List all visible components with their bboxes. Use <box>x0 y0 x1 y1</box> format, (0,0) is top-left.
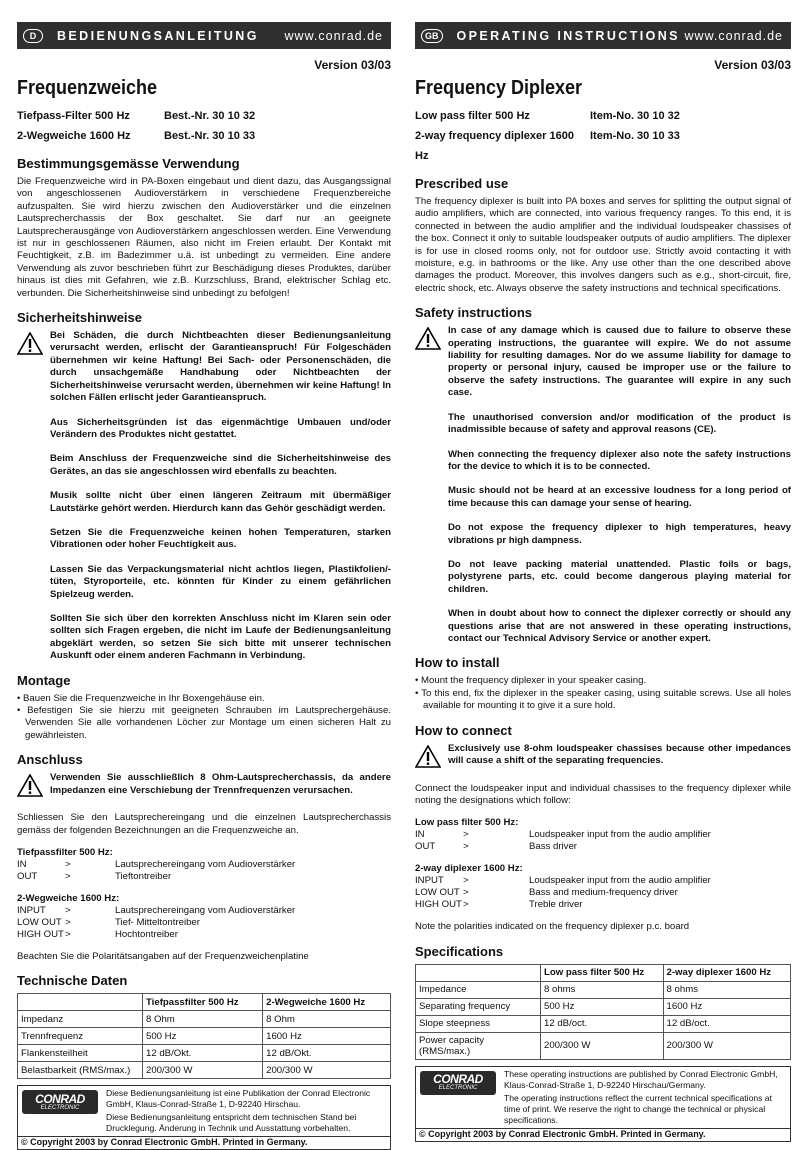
pin-row <box>17 905 391 917</box>
product-name: 2-way frequency diplexer 1600 Hz <box>415 130 574 162</box>
table-cell: Impedance <box>416 981 541 998</box>
logo-text: CONRAD <box>433 1072 483 1087</box>
safety-item: Music should not be heard at an excessive loudness for a long period of time because this can damage your sense of hearing. <box>448 485 791 509</box>
table-row <box>18 1062 391 1079</box>
spec-table <box>415 964 791 1060</box>
connect-warning <box>17 772 391 802</box>
spec-row <box>415 126 791 166</box>
section-text: The frequency diplexer is built into PA boxes and serves for splitting the output signal of audio amplifiers, which are connected, into various frequency ranges. To this end, it is connected in between the audio amplifier and the individual loudspeaker chassises of the box. Connect it only to suitable loudspeaker outputs of audio amplifiers. The diplexer is for use in closed rooms only, not for outdoor use. Strictly avoid contacting it with moisture, e.g. in bathrooms or the like. Any use other than the one described above damages the product. Moreover, this involves dangers such as e.g., short-circuit, fire, electric shock, etc. Always observe the safety instructions and technical specifications. <box>415 196 791 294</box>
pin-desc: Treble driver <box>529 899 583 911</box>
table-cell: 8 ohms <box>541 981 664 998</box>
pin-name: IN <box>17 859 27 871</box>
pin-name: HIGH OUT <box>415 899 462 911</box>
section-heading: Prescribed use <box>415 176 509 191</box>
pin-arrow: > <box>65 859 71 871</box>
pin-arrow: > <box>463 829 469 841</box>
table-cell: Flankensteilheit <box>18 1045 143 1062</box>
pin-row <box>17 859 391 871</box>
table-header <box>18 994 143 1011</box>
publisher-footer <box>415 1066 791 1142</box>
table-cell: 8 Ohm <box>263 1011 391 1028</box>
table-cell: 200/300 W <box>143 1062 263 1079</box>
header-title: BEDIENUNGSANLEITUNG <box>57 28 259 43</box>
group-title: 2-Wegweiche 1600 Hz: <box>17 893 120 905</box>
safety-item: Musik sollte nicht über einen längeren Zeitraum mit übermäßiger Lautstärke gehört werden. Hierdurch kann das Gehör geschädigt werden. <box>50 490 391 514</box>
install-list <box>415 675 791 712</box>
spec-row <box>17 126 391 146</box>
table-header: Low pass filter 500 Hz <box>541 964 664 981</box>
pin-arrow: > <box>65 871 71 883</box>
pin-desc: Lautsprechereingang vom Audioverstärker <box>115 859 296 871</box>
copyright: © Copyright 2003 by Conrad Electronic GmbH. Printed in Germany. <box>17 1137 391 1150</box>
pin-arrow: > <box>463 875 469 887</box>
header-url[interactable]: www.conrad.de <box>284 28 383 43</box>
table-cell: Separating frequency <box>416 998 541 1015</box>
table-cell: 1600 Hz <box>663 998 790 1015</box>
table-header <box>416 964 541 981</box>
table-header: Tiefpassfilter 500 Hz <box>143 994 263 1011</box>
list-item: • Mount the frequency diplexer in your speaker casing. <box>415 675 791 687</box>
pin-row <box>415 899 791 911</box>
table-row <box>416 981 791 998</box>
safety-item: Beim Anschluss der Frequenzweiche sind die Sicherheitshinweise des Gerätes, an das sie angeschlossen wird ebenfalls zu beachten. <box>50 453 391 477</box>
pin-arrow: > <box>65 917 71 929</box>
pin-desc: Loudspeaker input from the audio amplifier <box>529 829 711 841</box>
pin-name: OUT <box>415 841 436 853</box>
table-cell: Power capacity (RMS/max.) <box>416 1032 541 1059</box>
pin-row <box>17 929 391 941</box>
connect-text: Schliessen Sie den Lautsprechereingang und die einzelnen Lautsprecherchassis gemäss der folgenden Bezeichnungen an die Frequenzweiche an. <box>17 812 391 836</box>
polarity-note: Beachten Sie die Polaritätsangaben auf der Frequenzweichenplatine <box>17 951 309 963</box>
list-item: • To this end, fix the diplexer in the speaker casing, using suitable screws. Use all holes available for mounting it to give it a sure hold. <box>415 688 791 713</box>
safety-item: Lassen Sie das Verpackungsmaterial nicht achtlos liegen, Plastikfolien/-tüten, Styroporteile, etc. könnten für Kinder zu einem gefährlichen Spielzeug werden. <box>50 563 391 600</box>
section-heading: How to connect <box>415 722 512 738</box>
table-row <box>18 1045 391 1062</box>
table-cell: 12 dB/oct. <box>663 1015 790 1032</box>
table-row <box>18 1011 391 1028</box>
group-title: Low pass filter 500 Hz: <box>415 817 519 829</box>
pin-desc: Bass and medium-frequency driver <box>529 887 678 899</box>
safety-item: Aus Sicherheitsgründen ist das eigenmächtige Umbauen und/oder Verändern des Produktes nicht gestattet. <box>50 416 391 440</box>
section-heading: Technische Daten <box>17 973 128 989</box>
pin-row <box>415 887 791 899</box>
language-badge: GB <box>421 29 443 43</box>
conrad-logo <box>416 1067 500 1128</box>
pin-name: LOW OUT <box>17 917 62 929</box>
language-badge: D <box>23 29 43 43</box>
page-title: Frequency Diplexer <box>415 77 583 99</box>
safety-item: Setzen Sie die Frequenzweiche keinen hohen Temperaturen, starken Vibrationen oder hoher Feuchtigkeit aus. <box>50 526 391 551</box>
logo-subtext: ELECTRONIC <box>40 1104 80 1111</box>
table-header-row <box>416 964 791 981</box>
section-heading: Anschluss <box>17 752 83 768</box>
polarity-note: Note the polarities indicated on the frequency diplexer p.c. board <box>415 921 690 933</box>
publisher-text: Diese Bedienungsanleitung ist eine Publikation der Conrad Electronic GmbH, Klaus-Conrad-Straße 1, D-92240 Hirschau. <box>106 1088 371 1110</box>
table-cell: 200/300 W <box>541 1032 664 1059</box>
spec-row <box>415 106 791 126</box>
table-row <box>416 1015 791 1032</box>
table-cell: 500 Hz <box>541 998 664 1015</box>
safety-item: Sollten Sie sich über den korrekten Anschluss nicht im Klaren sein oder sollten sich Fragen ergeben, die nicht im Laufe der Bedienungsanleitung abgeklärt werden, so setzen Sie sich bitte mit unserer technischen Auskunft oder einem anderen Fachmann in Verbindung. <box>50 612 391 662</box>
header-bar <box>415 22 791 49</box>
conrad-logo <box>18 1086 102 1136</box>
safety-item: When in doubt about how to connect the diplexer correctly or should any questions arise that are not answered in these operating instructions, contact our Technical Advisory Service or another expert. <box>448 608 791 644</box>
warning-icon <box>17 772 44 802</box>
pin-arrow: > <box>65 929 71 941</box>
item-number: Best.-Nr. 30 10 33 <box>164 130 256 142</box>
pin-arrow: > <box>463 899 469 911</box>
pin-name: INPUT <box>415 875 444 887</box>
table-row <box>18 1028 391 1045</box>
table-cell: 1600 Hz <box>263 1028 391 1045</box>
table-cell: 500 Hz <box>143 1028 263 1045</box>
pin-row <box>415 841 791 853</box>
spec-row <box>17 106 391 126</box>
product-name: 2-Wegweiche 1600 Hz <box>17 130 131 142</box>
table-cell: 200/300 W <box>663 1032 790 1059</box>
item-number: Item-No. 30 10 32 <box>590 110 680 122</box>
version-label: Version 03/03 <box>314 58 391 72</box>
safety-item: Do not expose the frequency diplexer to high temperatures, heavy vibrations pr high dampness. <box>448 522 791 546</box>
section-text: Die Frequenzweiche wird in PA-Boxen eingebaut und dient dazu, das Ausgangssignal von angeschlossenen Audioverstärkern in verschiedene Frequenzbereiche aufzuspalten. Sie wird hierzu zwischen den Audioverstärker und die einzelnen Lautsprecherchassis der Box geschaltet. Sie darf nur an geeignete Lautsprecherausgänge von Audioverstärkern angeschlossen werden. Eine Verwendung ist nur in geschlossenen Räumen, also nicht im Freien erlaubt. Der Kontakt mit Feuchtigkeit, z.B. im Badezimmer u.ä. ist unbedingt zu vermeiden. Eine andere Verwendung als zuvor beschrieben führt zur Beschädigung dieses Produktes, darüber hinaus ist dies mit Gefahren, wie z.B. Kurzschluss, Brand, elektrischer Schlag etc. verbunden. Die Sicherheitshinweise sind unbedingt zu befolgen! <box>17 176 391 299</box>
pin-arrow: > <box>65 905 71 917</box>
logo-subtext: ELECTRONIC <box>438 1085 478 1092</box>
pin-row <box>415 829 791 841</box>
pin-arrow: > <box>463 887 469 899</box>
pin-desc: Lautsprechereingang vom Audioverstärker <box>115 905 296 917</box>
table-cell: 8 ohms <box>663 981 790 998</box>
table-cell: Trennfrequenz <box>18 1028 143 1045</box>
safety-item: When connecting the frequency diplexer also note the safety instructions for the device to which it is to be connected. <box>448 448 791 472</box>
pin-row <box>17 917 391 929</box>
table-cell: 12 dB/oct. <box>541 1015 664 1032</box>
install-list <box>17 693 391 743</box>
german-column <box>17 22 391 1150</box>
warning-icon <box>415 743 442 773</box>
group-title: 2-way diplexer 1600 Hz: <box>415 863 523 875</box>
group-title: Tiefpassfilter 500 Hz: <box>17 847 113 859</box>
pin-desc: Hochtontreiber <box>115 929 178 941</box>
pin-name: INPUT <box>17 905 46 917</box>
pin-desc: Tief- Mitteltontreiber <box>115 917 200 929</box>
table-header: 2-Wegweiche 1600 Hz <box>263 994 391 1011</box>
table-cell: Belastbarkeit (RMS/max.) <box>18 1062 143 1079</box>
pin-name: OUT <box>17 871 38 883</box>
disclaimer-text: Diese Bedienungsanleitung entspricht dem technischen Stand bei Drucklegung. Änderung in Technik und Ausstattung vorbehalten. <box>106 1112 357 1134</box>
list-item: • Befestigen Sie sie hierzu mit geeigneten Schrauben im Lautsprechergehäuse. Verwenden Sie alle vorhandenen Löcher zur Montage um einen sicheren Halt zu gewährleisten. <box>17 705 391 742</box>
warning-icon <box>415 325 442 645</box>
table-row <box>416 998 791 1015</box>
header-url[interactable]: www.conrad.de <box>684 28 783 43</box>
table-cell: 12 dB/Okt. <box>263 1045 391 1062</box>
table-cell: Impedanz <box>18 1011 143 1028</box>
version-label: Version 03/03 <box>714 58 791 72</box>
english-column <box>415 22 791 1142</box>
table-cell: 200/300 W <box>263 1062 391 1079</box>
table-header-row <box>18 994 391 1011</box>
header-bar <box>17 22 391 49</box>
warning-text: Exclusively use 8-ohm loudspeaker chassises because other impedances will cause a shift of the separating frequencies. <box>448 742 791 766</box>
table-cell: 8 Ohm <box>143 1011 263 1028</box>
product-name: Tiefpass-Filter 500 Hz <box>17 110 130 122</box>
item-number: Item-No. 30 10 33 <box>590 130 680 142</box>
safety-block <box>17 330 391 663</box>
safety-block <box>415 325 791 645</box>
table-cell: Slope steepness <box>416 1015 541 1032</box>
section-heading: Montage <box>17 672 71 688</box>
pin-name: HIGH OUT <box>17 929 64 941</box>
page-title: Frequenzweiche <box>17 77 158 99</box>
table-row <box>416 1032 791 1059</box>
warning-icon <box>17 330 44 663</box>
publisher-text: These operating instructions are published by Conrad Electronic GmbH, Klaus-Conrad-Straße 1, D-92240 Hirschau/Germany. <box>504 1068 778 1090</box>
pin-desc: Tieftontreiber <box>115 871 172 883</box>
pin-desc: Bass driver <box>529 841 577 853</box>
section-heading: Sicherheitshinweise <box>17 310 142 326</box>
list-item: • Bauen Sie die Frequenzweiche in Ihr Boxengehäuse ein. <box>17 693 391 705</box>
table-cell: 12 dB/Okt. <box>143 1045 263 1062</box>
safety-item: Do not leave packing material unattended. Plastic foils or bags, polystyrene parts, etc. could become dangerous playing material for children. <box>448 558 791 595</box>
pin-name: IN <box>415 829 425 841</box>
spec-table <box>17 993 391 1079</box>
product-name: Low pass filter 500 Hz <box>415 110 530 122</box>
section-heading: Bestimmungsgemässe Verwendung <box>17 156 240 171</box>
publisher-footer <box>17 1085 391 1150</box>
header-title: OPERATING INSTRUCTIONS <box>456 28 680 43</box>
connect-text: Connect the loudspeaker input and individual chassises to the frequency diplexer while noting the designations which follow: <box>415 782 791 806</box>
safety-item: Bei Schäden, die durch Nichtbeachten dieser Bedienungsanleitung verursacht werden, erlischt der Garantieanspruch! Für Folgeschäden übernehmen wir keine Haftung! Bei Sach- oder Personenschäden, die durch unsachgemäße Handhabung oder Nichtbeachten der Sicherheitshinweise verursacht werden, übernehmen wir keine Haftung! In solchen Fällen erlischt jeder Garantieanspruch. <box>50 330 391 404</box>
section-heading: How to install <box>415 655 500 671</box>
safety-item: The unauthorised conversion and/or modification of the product is inadmissible because of safety and approval reasons (CE). <box>448 411 791 436</box>
logo-text: CONRAD <box>35 1091 85 1106</box>
pin-row <box>17 871 391 883</box>
connect-warning <box>415 743 791 773</box>
section-heading: Safety instructions <box>415 305 533 321</box>
disclaimer-text: The operating instructions reflect the current technical specifications at time of print. We reserve the right to change the technical or physical specifications. <box>504 1092 772 1125</box>
copyright: © Copyright 2003 by Conrad Electronic GmbH. Printed in Germany. <box>415 1129 791 1142</box>
section-heading: Specifications <box>415 943 504 959</box>
pin-name: LOW OUT <box>415 887 460 899</box>
pin-row <box>415 875 791 887</box>
item-number: Best.-Nr. 30 10 32 <box>164 110 256 122</box>
table-header: 2-way diplexer 1600 Hz <box>663 964 790 981</box>
warning-text: Verwenden Sie ausschließlich 8 Ohm-Lautsprecherchassis, da andere Impedanzen eine Verschiebung der Trennfrequenzen verursachen. <box>50 772 391 796</box>
safety-item: In case of any damage which is caused due to failure to observe these operating instructions, the guarantee will expire. We do not assume liability for resulting damages. Nor do we assume liability for damage to property or personal injury, caused be improper use or the failure to observe the safety instructions. The guarantee will expire in any such case. <box>448 325 791 399</box>
pin-desc: Loudspeaker input from the audio amplifier <box>529 875 711 887</box>
pin-arrow: > <box>463 841 469 853</box>
